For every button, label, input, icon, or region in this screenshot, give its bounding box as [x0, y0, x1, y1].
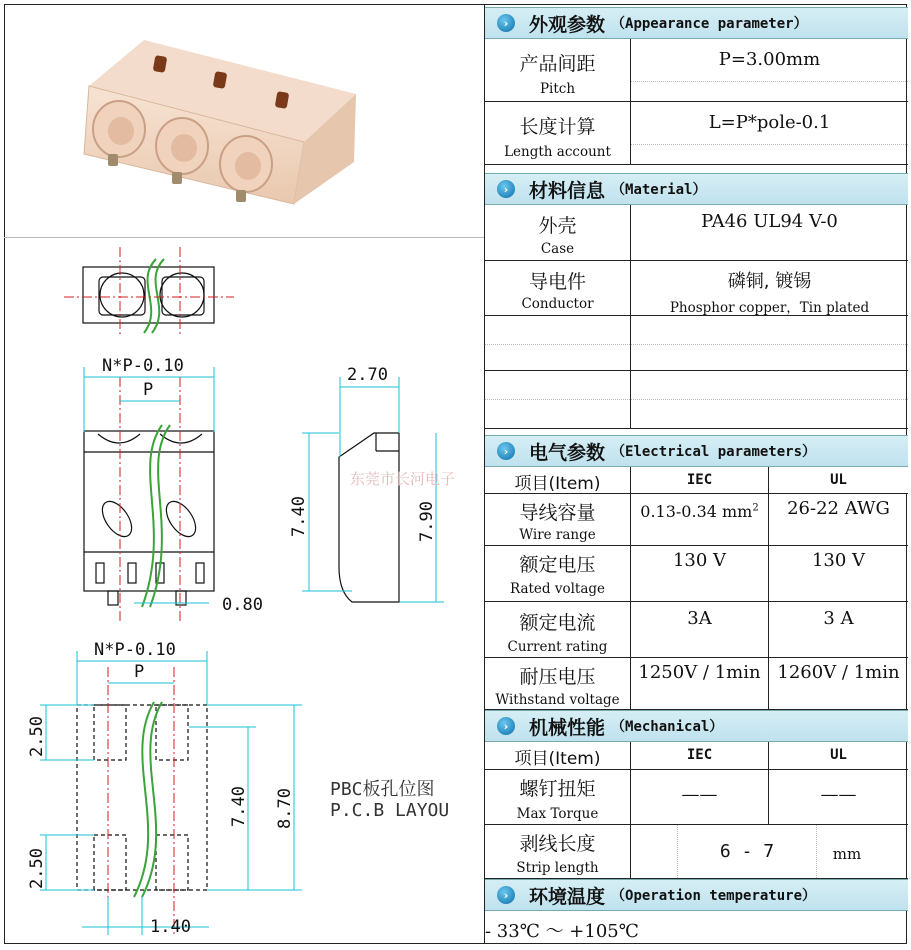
spec-table: [484, 4, 907, 944]
header-ul: UL: [830, 747, 847, 763]
dim-140: 1.40: [150, 917, 191, 937]
label-en: Wire range: [519, 527, 596, 543]
section-title-zh: 环境温度: [529, 885, 606, 908]
label-en: Withstand voltage: [495, 692, 620, 708]
dim-np-pcb: N*P-0.10: [94, 640, 176, 660]
label-zh: 外壳: [538, 215, 577, 237]
label-zh: 额定电流: [519, 612, 596, 634]
section-environment: [485, 879, 908, 911]
label-zh: 耐压电压: [519, 666, 596, 688]
arrow-bullet-icon: ›: [497, 14, 515, 32]
row-pitch: [485, 39, 908, 102]
ul-value: 26-22 AWG: [787, 498, 890, 519]
dim-270: 2.70: [347, 365, 388, 385]
watermark-text: 东莞市长河电子: [350, 470, 456, 488]
label-zh: 额定电压: [519, 554, 596, 576]
header-iec: IEC: [686, 472, 713, 488]
arrow-bullet-icon: ›: [497, 886, 515, 904]
product-photo: [4, 4, 484, 238]
section-title-zh: 外观参数: [529, 13, 606, 36]
label-en: Pitch: [539, 81, 576, 97]
arrow-bullet-icon: ›: [497, 442, 515, 460]
label-en: Conductor: [521, 296, 594, 312]
dim-790: 7.90: [417, 501, 437, 542]
value: 磷铜, 镀锡: [727, 271, 812, 292]
header-ul: UL: [830, 472, 847, 488]
value-en: Phosphor copper，Tin plated: [669, 300, 870, 316]
dim-870: 8.70: [275, 788, 295, 829]
section-title-en: （Electrical parameters）: [611, 444, 817, 460]
header-item: 项目(Item): [514, 474, 601, 494]
iec-value: 0.13-0.34 $mm^2$: [640, 502, 759, 521]
row-rated-voltage: [485, 546, 908, 602]
row-wire-range: [485, 494, 908, 546]
dim-740-pcb: 7.40: [229, 786, 249, 827]
label-zh: 产品间距: [519, 53, 596, 75]
dim-080: 0.80: [222, 595, 263, 615]
row-conductor: [485, 261, 908, 316]
label-zh: 剥线长度: [519, 833, 596, 855]
row-current-rating: [485, 602, 908, 658]
arrow-bullet-icon: ›: [497, 180, 515, 198]
iec-value: 1250V / 1min: [638, 662, 761, 683]
label-en: Rated voltage: [509, 581, 606, 597]
electrical-header: [485, 467, 908, 494]
row-max-torque: [485, 770, 908, 825]
temperature-value: - 33℃ ～ +105℃: [485, 921, 639, 942]
label-zh: 导线容量: [519, 502, 596, 524]
ul-value: 1260V / 1min: [777, 662, 900, 683]
section-title-zh: 材料信息: [529, 179, 606, 202]
section-appearance: [485, 7, 908, 39]
label-en: Strip length: [516, 860, 599, 876]
strip-unit: mm: [832, 845, 862, 863]
ul-value: 3 A: [823, 608, 854, 629]
iec-value: ——: [681, 784, 718, 805]
value: P=3.00mm: [718, 49, 821, 70]
label-zh: 导电件: [528, 271, 586, 293]
strip-value: 6 - 7: [719, 841, 775, 862]
row-empty-2: [485, 371, 908, 429]
dim-250-top: 2.50: [27, 716, 47, 757]
dim-p-top: P: [143, 380, 154, 400]
ul-value: ——: [820, 784, 857, 805]
row-empty-1: [485, 316, 908, 371]
section-title-en: （Appearance parameter）: [611, 16, 808, 32]
section-material: [485, 173, 908, 205]
row-case: [485, 205, 908, 261]
row-length: [485, 102, 908, 165]
iec-value: 3A: [687, 608, 712, 629]
mechanical-header: [485, 742, 908, 770]
arrow-bullet-icon: ›: [497, 717, 515, 735]
drawing-panel: [4, 4, 484, 944]
value: PA46 UL94 V-0: [701, 211, 838, 232]
row-strip-length: [485, 825, 908, 879]
dim-p-pcb: P: [134, 662, 145, 682]
label-en: Case: [540, 241, 575, 257]
label-en: Current rating: [507, 639, 608, 655]
dimension-drawing-svg: [4, 237, 484, 944]
label-en: Length account: [504, 144, 611, 160]
section-title-zh: 机械性能: [529, 716, 606, 739]
value: L=P*pole-0.1: [708, 112, 831, 133]
label-zh: 长度计算: [519, 116, 596, 138]
pcb-caption-zh: PBC板孔位图: [330, 779, 435, 800]
label-zh: 螺钉扭矩: [519, 778, 596, 800]
section-title-en: （Mechanical）: [611, 719, 724, 735]
section-title-en: （Material）: [611, 182, 707, 198]
header-iec: IEC: [686, 747, 713, 763]
section-title-zh: 电气参数: [529, 441, 606, 464]
iec-value: 130 V: [672, 550, 727, 571]
row-temperature: [485, 911, 908, 944]
section-mechanical: [485, 710, 908, 742]
dim-np-top: N*P-0.10: [102, 356, 184, 376]
technical-drawing: [4, 237, 484, 944]
label-en: Max Torque: [516, 806, 599, 822]
dim-250-bottom: 2.50: [27, 848, 47, 889]
row-withstand-voltage: [485, 658, 908, 710]
dim-740-front: 7.40: [289, 496, 309, 537]
section-electrical: [485, 435, 908, 467]
section-title-en: （Operation temperature）: [611, 888, 817, 904]
pcb-caption-en: P.C.B LAYOU: [330, 800, 450, 821]
header-item: 项目(Item): [514, 749, 601, 769]
ul-value: 130 V: [811, 550, 866, 571]
